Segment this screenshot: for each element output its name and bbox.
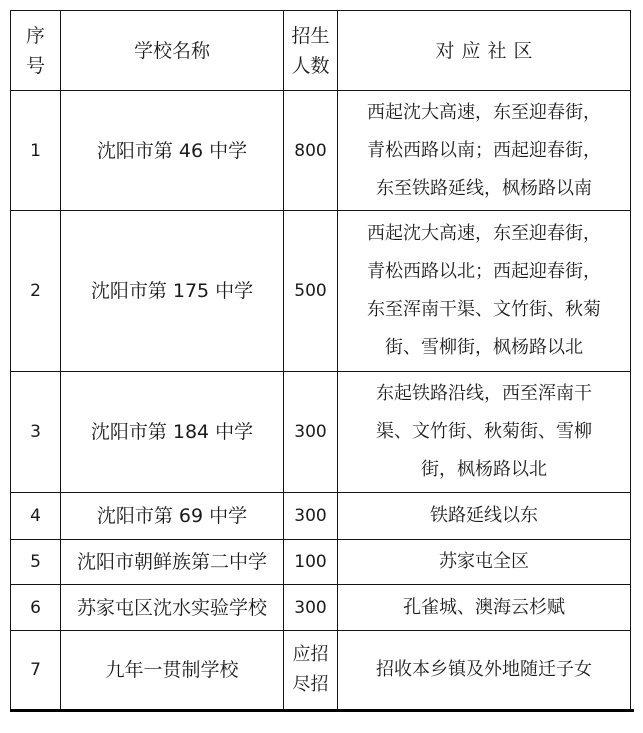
community-line: 西起沈大高速，东至迎春街， <box>367 223 601 244</box>
community-line: 渠、文竹街、秋菊街、雪柳 <box>376 421 592 442</box>
cell-count-line-1: 应招 <box>292 644 329 665</box>
cell-count: 500 <box>284 211 338 372</box>
community-line: 街、雪柳街，枫杨路以北 <box>385 337 583 358</box>
cell-school-name: 九年一贯制学校 <box>61 631 284 710</box>
cell-school-name: 沈阳市第 175 中学 <box>61 211 284 372</box>
column-header-school-name: 学校名称 <box>61 11 284 91</box>
table-header-row <box>11 11 631 91</box>
community-line: 东起铁路沿线，西至浑南干 <box>376 383 592 404</box>
cell-seq: 5 <box>11 540 61 585</box>
table-header <box>11 11 631 91</box>
community-line: 青松西路以北；西起迎春街， <box>367 261 601 282</box>
cell-community <box>338 372 631 493</box>
community-line: 西起沈大高速，东至迎春街， <box>367 101 601 123</box>
cell-community <box>338 493 631 540</box>
cell-school-name: 沈阳市第 69 中学 <box>61 493 284 540</box>
table-row <box>11 540 631 585</box>
cell-seq: 6 <box>11 585 61 631</box>
cell-count: 800 <box>284 91 338 211</box>
cell-school-name: 苏家屯区沈水实验学校 <box>61 585 284 631</box>
community-line: 东至浑南干渠、文竹街、秋菊 <box>367 299 601 320</box>
cell-seq: 7 <box>11 631 61 710</box>
cell-seq: 4 <box>11 493 61 540</box>
table-row <box>11 91 631 211</box>
column-header-seq <box>11 11 61 91</box>
cell-school-name: 沈阳市第 184 中学 <box>61 372 284 493</box>
cell-school-name: 沈阳市朝鲜族第二中学 <box>61 540 284 585</box>
cell-seq: 2 <box>11 211 61 372</box>
column-header-enrollment-count <box>284 11 338 91</box>
cell-community <box>338 631 631 710</box>
column-header-community: 对应社区 <box>338 11 631 91</box>
table-bottom-rule <box>10 709 634 712</box>
table-row <box>11 211 631 372</box>
cell-count: 300 <box>284 493 338 540</box>
community-line: 孔雀城、澳海云杉赋 <box>403 596 565 618</box>
community-line: 苏家屯全区 <box>439 551 529 572</box>
cell-community <box>338 211 631 372</box>
cell-seq: 1 <box>11 91 61 211</box>
cell-count: 100 <box>284 540 338 585</box>
community-line: 东至铁路延线，枫杨路以南 <box>376 177 592 199</box>
table-row <box>11 631 631 710</box>
community-line: 铁路延线以东 <box>430 505 538 526</box>
cell-school-name: 沈阳市第 46 中学 <box>61 91 284 211</box>
cell-seq: 3 <box>11 372 61 493</box>
column-header-seq-line-2: 号 <box>25 54 45 77</box>
cell-community <box>338 91 631 211</box>
cell-count: 300 <box>284 372 338 493</box>
cell-count-line-2: 尽招 <box>292 674 329 695</box>
column-header-seq-line-1: 序 <box>25 24 45 47</box>
community-line: 招收本乡镇及外地随迁子女 <box>376 659 592 680</box>
school-enrollment-table <box>10 10 631 710</box>
community-line: 青松西路以南；西起迎春街， <box>367 139 601 161</box>
table-row <box>11 585 631 631</box>
community-line: 街，枫杨路以北 <box>421 459 547 480</box>
table-row <box>11 372 631 493</box>
table-row <box>11 493 631 540</box>
cell-community <box>338 585 631 631</box>
column-header-count-line-1: 招生 <box>291 24 330 47</box>
cell-count: 300 <box>284 585 338 631</box>
column-header-count-line-2: 人数 <box>291 54 330 77</box>
table-body <box>11 91 631 710</box>
cell-count <box>284 631 338 710</box>
cell-community <box>338 540 631 585</box>
